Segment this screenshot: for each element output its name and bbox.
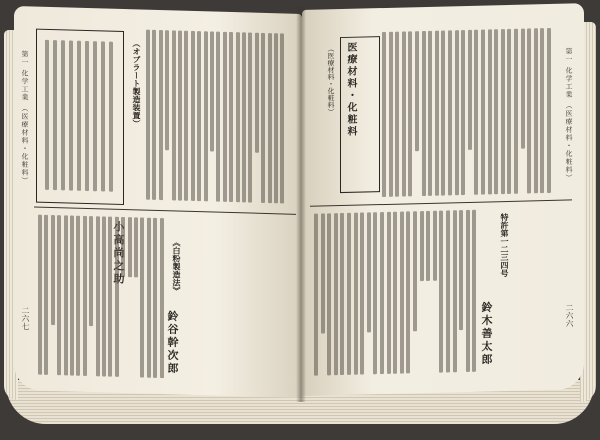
- text-line: [191, 31, 195, 201]
- text-line: [102, 216, 106, 376]
- text-line: [527, 28, 531, 193]
- text-line: [426, 211, 430, 281]
- left-inner-box-title: （オブラート製造装置）: [132, 39, 142, 128]
- text-line: [314, 214, 318, 376]
- text-line: [354, 213, 358, 375]
- text-line: [178, 31, 182, 201]
- text-line: [321, 213, 325, 333]
- text-line: [439, 211, 443, 373]
- text-line: [408, 31, 412, 196]
- text-line: [441, 30, 445, 195]
- text-line: [514, 29, 518, 194]
- text-line: [453, 210, 457, 372]
- text-line: [347, 213, 351, 375]
- text-line: [64, 215, 68, 375]
- text-line: [57, 215, 61, 375]
- text-line: [109, 42, 113, 192]
- text-line: [121, 217, 125, 277]
- text-line: [547, 28, 551, 193]
- text-line: [89, 216, 93, 326]
- text-line: [521, 29, 525, 149]
- text-line: [459, 210, 463, 330]
- text-line: [216, 32, 220, 202]
- text-line: [255, 33, 259, 153]
- text-line: [38, 215, 42, 375]
- text-line: [501, 29, 505, 194]
- text-line: [413, 211, 417, 331]
- text-line: [402, 31, 406, 196]
- text-line: [69, 40, 73, 190]
- text-line: [448, 30, 452, 195]
- right-page: [302, 3, 584, 396]
- text-line: [446, 210, 450, 372]
- right-page-number: 二六六: [565, 303, 574, 328]
- text-line: [406, 211, 410, 373]
- text-line: [461, 30, 465, 195]
- text-line: [101, 41, 105, 191]
- text-line: [268, 33, 272, 203]
- left-page: [14, 6, 302, 398]
- right-running-header: 第一 化学工業 （医療材料・化粧料）: [565, 47, 573, 183]
- text-line: [389, 32, 393, 197]
- right-author-heading: 特許第一二三四号: [500, 212, 510, 278]
- left-page-number: 二六七: [21, 306, 30, 331]
- right-middle-rule: [310, 199, 572, 206]
- text-line: [420, 211, 424, 281]
- text-line: [93, 41, 97, 191]
- text-line: [61, 40, 65, 190]
- text-line: [204, 31, 208, 201]
- text-line: [134, 217, 138, 277]
- text-line: [435, 31, 439, 196]
- text-line: [248, 33, 252, 203]
- left-boxed-title: 《白粉製造法》: [172, 238, 182, 295]
- text-line: [380, 212, 384, 374]
- text-line: [422, 31, 426, 196]
- text-line: [334, 213, 338, 375]
- text-line: [70, 216, 74, 376]
- text-line: [494, 29, 498, 194]
- text-line: [85, 41, 89, 191]
- text-line: [53, 40, 57, 190]
- text-line: [340, 213, 344, 375]
- text-line: [280, 33, 284, 203]
- text-line: [96, 216, 100, 376]
- text-line: [387, 212, 391, 374]
- text-line: [108, 217, 112, 377]
- text-line: [488, 29, 492, 194]
- text-line: [395, 32, 399, 197]
- text-line: [466, 210, 470, 372]
- text-line: [472, 210, 476, 372]
- text-line: [223, 32, 227, 202]
- text-line: [128, 217, 132, 277]
- text-line: [474, 30, 478, 195]
- left-second-author: 鈴谷幹次郎: [166, 310, 179, 376]
- text-line: [44, 215, 48, 375]
- text-line: [274, 33, 278, 203]
- right-section-box: [340, 36, 380, 193]
- text-line: [428, 31, 432, 196]
- text-line: [481, 30, 485, 195]
- text-line: [400, 212, 404, 374]
- left-boxed-block: [36, 29, 124, 205]
- text-line: [152, 30, 156, 200]
- text-line: [83, 216, 87, 376]
- book-gutter: [296, 6, 306, 402]
- text-line: [159, 30, 163, 200]
- text-line: [140, 217, 144, 377]
- text-line: [455, 30, 459, 195]
- text-line: [236, 32, 240, 202]
- text-line: [507, 29, 511, 194]
- text-line: [540, 28, 544, 193]
- text-line: [153, 218, 157, 378]
- text-line: [115, 217, 119, 377]
- text-line: [393, 212, 397, 374]
- text-line: [242, 32, 246, 202]
- text-line: [373, 212, 377, 374]
- left-running-header: 第一 化学工業 （医療材料・化粧料）: [21, 50, 29, 185]
- text-line: [146, 30, 150, 200]
- text-line: [51, 215, 55, 325]
- text-line: [77, 41, 81, 191]
- text-line: [261, 33, 265, 203]
- right-section-box-sub: （医療材料・化粧料）: [327, 45, 335, 116]
- text-line: [433, 211, 437, 281]
- left-middle-rule: [34, 207, 296, 215]
- text-line: [360, 212, 364, 374]
- text-line: [45, 40, 49, 190]
- text-line: [415, 31, 419, 151]
- text-line: [184, 31, 188, 201]
- text-line: [197, 31, 201, 201]
- text-line: [160, 218, 164, 378]
- text-line: [229, 32, 233, 202]
- text-line: [172, 30, 176, 200]
- right-author-name: 鈴木善太郎: [480, 301, 493, 367]
- text-line: [165, 30, 169, 150]
- text-line: [210, 31, 214, 151]
- text-line: [76, 216, 80, 376]
- text-line: [382, 32, 386, 197]
- right-section-box-label: 医療材料・化粧料: [345, 41, 356, 138]
- text-line: [327, 213, 331, 375]
- text-line: [468, 30, 472, 150]
- text-line: [534, 28, 538, 193]
- text-line: [147, 218, 151, 378]
- text-line: [367, 212, 371, 332]
